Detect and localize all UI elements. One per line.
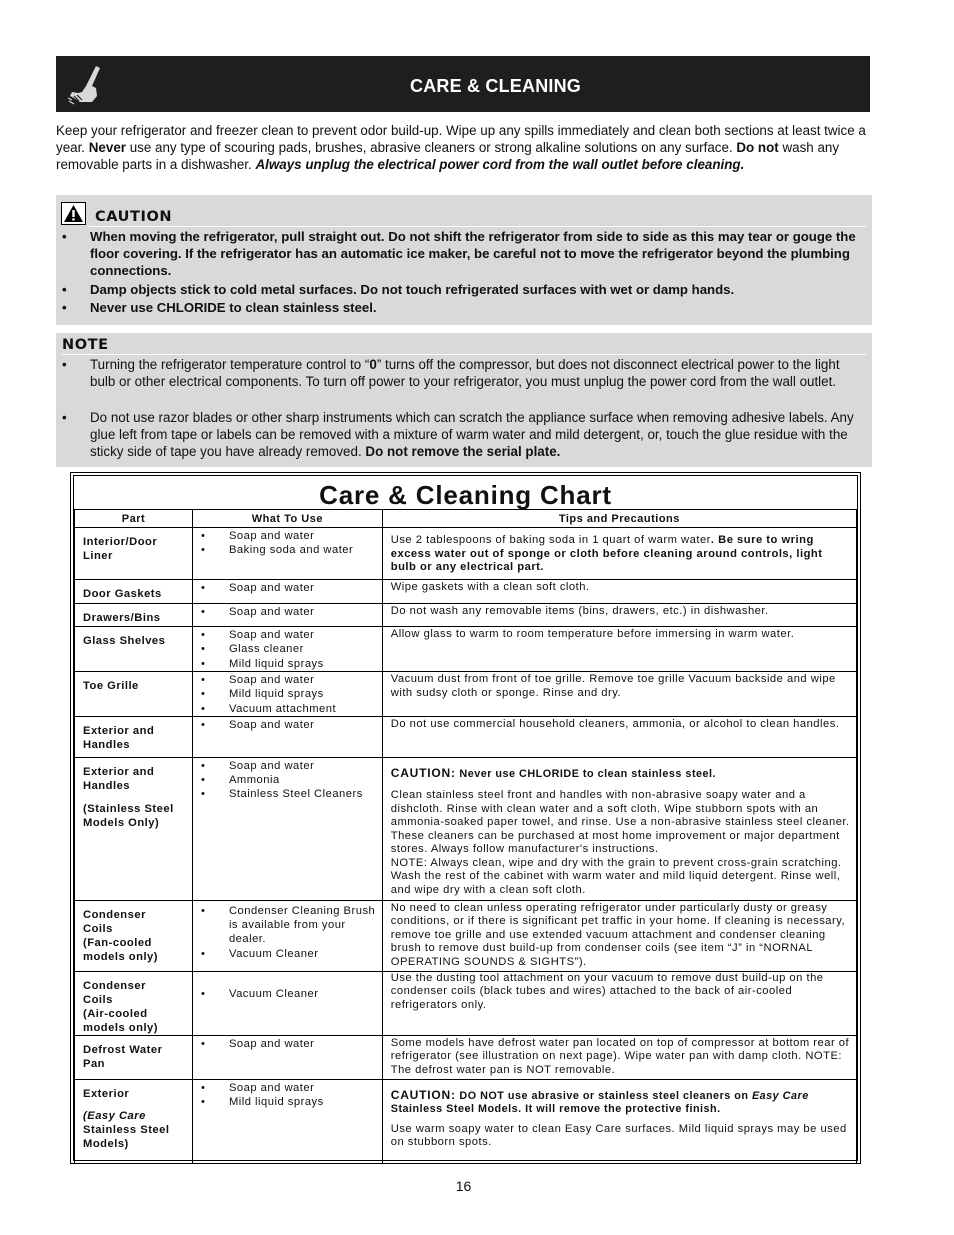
what-to-use-cell: • Soap and water bbox=[192, 1035, 382, 1079]
column-header-tips: Tips and Precautions bbox=[382, 510, 856, 528]
table-row bbox=[75, 900, 857, 971]
table-row bbox=[75, 716, 857, 757]
note-box bbox=[56, 333, 872, 467]
tips-cell: CAUTION: Never use CHLORIDE to clean stainless steel. Clean stainless steel front and handles with non-abrasive soapy water and a dishcloth. Rinse with clean water and a soft cloth. Wipe stubborn spots with an ammonia-soaked paper towel, and rinse. Use a non-abrasive stainless steel cleaner. These cleaners can be purchased at most home improvement or major department stores. Always follow manufacturer's instructions. NOTE: Always clean, wipe and dry with the grain to prevent cross-grain scratching. Wash the rest of the cabinet with warm water and mild liquid detergent. Rinse well, and wipe dry with a clean soft cloth. bbox=[382, 757, 856, 900]
tips-cell: Allow glass to warm to room temperature before immersing in warm water. bbox=[382, 627, 856, 672]
part-cell: Condenser Coils (Air-cooled models only) bbox=[75, 971, 193, 1035]
note-heading: NOTE bbox=[62, 337, 109, 353]
tips-cell: Do not use commercial household cleaners, ammonia, or alcohol to clean handles. bbox=[382, 716, 856, 757]
caution-heading: CAUTION bbox=[95, 209, 173, 225]
table-row bbox=[75, 604, 857, 627]
cleaning-hand-icon bbox=[66, 62, 104, 106]
what-to-use-cell: • Soap and water bbox=[192, 580, 382, 604]
table-row bbox=[75, 757, 857, 900]
tips-cell: Use 2 tablespoons of baking soda in 1 quart of warm water. Be sure to wring excess water out of sponge or cloth before cleaning around controls, light bulb or any electrical part. bbox=[382, 528, 856, 580]
caution-box bbox=[56, 195, 872, 325]
tips-cell: Some models have defrost water pan located on top of compressor at bottom rear of refrigerator (see illustration on next page). Wipe water pan with damp cloth. NOTE: The defrost water pan is NOT removable. bbox=[382, 1035, 856, 1079]
tips-cell: No need to clean unless operating refrigerator under particularly dusty or greasy conditions, or if there is significant pet traffic in your home. If cleaning is necessary, remove toe grille and use extended vacuum attachment and condenser cleaning brush to remove dust build-up from condenser coils (see item “J” in “NORNAL OPERATING SOUNDS & SIGHTS”). bbox=[382, 900, 856, 971]
part-cell: Exterior and Handles (Stainless Steel Models Only) bbox=[75, 757, 193, 900]
caution-item: • When moving the refrigerator, pull straight out. Do not shift the refrigerator from side to side as this may tear or gouge the floor covering. If the refrigerator has an automatic ice maker, be careful not to move the refrigerator beyond the plumbing connections. bbox=[62, 229, 856, 278]
table-row bbox=[75, 580, 857, 604]
page-number: 16 bbox=[455, 1178, 472, 1194]
tips-cell: Use the dusting tool attachment on your vacuum to remove dust build-up on the condenser coils (black tubes and wires) attached to the back of air-cooled refrigerators only. bbox=[382, 971, 856, 1035]
caution-item: • Never use CHLORIDE to clean stainless steel. bbox=[62, 300, 377, 315]
part-cell: Drawers/Bins bbox=[75, 604, 193, 627]
what-to-use-cell: • Condenser Cleaning Brush is available from your dealer. • Vacuum Cleaner bbox=[192, 900, 382, 971]
table-header-row bbox=[75, 510, 857, 528]
part-cell: Condenser Coils (Fan-cooled models only) bbox=[75, 900, 193, 971]
tips-cell: Do not wash any removable items (bins, drawers, etc.) in dishwasher. bbox=[382, 604, 856, 627]
table-row bbox=[75, 1035, 857, 1079]
column-header-what-to-use: What To Use bbox=[192, 510, 382, 528]
table-row bbox=[75, 1079, 857, 1163]
table-row bbox=[75, 971, 857, 1035]
warning-triangle-icon bbox=[61, 202, 86, 225]
caution-note: CAUTION: DO NOT use abrasive or stainless steel cleaners on Easy Care Stainless Steel Models. It will remove the protective finish. bbox=[390, 1087, 809, 1116]
table-row bbox=[75, 672, 857, 717]
note-rule bbox=[62, 354, 866, 355]
what-to-use-cell: • Soap and water bbox=[192, 604, 382, 627]
what-to-use-cell: • Soap and water bbox=[192, 716, 382, 757]
what-to-use-cell: • Soap and water • Glass cleaner • Mild liquid sprays bbox=[192, 627, 382, 672]
caution-rule bbox=[88, 226, 866, 227]
note-item: • Do not use razor blades or other sharp instruments which can scratch the appliance surface when removing adhesive labels. Any glue left from tape or labels can be removed with a mixture of warm water and mild detergent, or, touch the glue residue with the sticky side of tape you have already removed. Do not remove the serial plate. bbox=[62, 410, 854, 459]
what-to-use-cell: • Soap and water • Baking soda and water bbox=[192, 528, 382, 580]
chart-inner-frame bbox=[73, 475, 858, 1161]
what-to-use-cell: • Soap and water • Ammonia • Stainless Steel Cleaners bbox=[192, 757, 382, 900]
intro-paragraph: Keep your refrigerator and freezer clean to prevent odor build-up. Wipe up any spills immediately and clean both sections at least twice a year. Never use any type of scouring pads, brushes, abrasive cleaners or strong alkaline solutions on any surface. Do not wash any removable parts in a dishwasher. Always unplug the electrical power cord from the wall outlet before cleaning. bbox=[56, 123, 866, 172]
table-row bbox=[75, 627, 857, 672]
tips-cell: Vacuum dust from front of toe grille. Remove toe grille Vacuum backside and wipe with sudsy cloth or sponge. Rinse and dry. bbox=[382, 672, 856, 717]
part-cell: Exterior (Easy Care Stainless Steel Models) bbox=[75, 1079, 193, 1163]
tips-cell: Wipe gaskets with a clean soft cloth. bbox=[382, 580, 856, 604]
care-cleaning-table bbox=[74, 509, 857, 1164]
section-title: CARE & CLEANING bbox=[410, 76, 582, 96]
what-to-use-cell: • Soap and water • Mild liquid sprays • Vacuum attachment bbox=[192, 672, 382, 717]
what-to-use-cell: • Soap and water • Mild liquid sprays bbox=[192, 1079, 382, 1163]
part-cell: Door Gaskets bbox=[75, 580, 193, 604]
section-header-bar bbox=[56, 56, 870, 112]
what-to-use-cell: • Vacuum Cleaner bbox=[192, 971, 382, 1035]
part-cell: Glass Shelves bbox=[75, 627, 193, 672]
part-cell: Toe Grille bbox=[75, 672, 193, 717]
part-cell: Interior/Door Liner bbox=[75, 528, 193, 580]
column-header-part: Part bbox=[75, 510, 193, 528]
tips-cell: CAUTION: DO NOT use abrasive or stainless steel cleaners on Easy Care Stainless Steel Models. It will remove the protective finish. Use warm soapy water to clean Easy Care surfaces. Mild liquid sprays may be used on stubborn spots. bbox=[382, 1079, 856, 1163]
chart-title: Care & Cleaning Chart bbox=[319, 480, 612, 510]
table-row bbox=[75, 528, 857, 580]
caution-item: • Damp objects stick to cold metal surfaces. Do not touch refrigerated surfaces with wet or damp hands. bbox=[62, 282, 735, 297]
note-item: • Turning the refrigerator temperature control to “0” turns off the compressor, but does not disconnect electrical power to the light bulb or other electrical components. To turn off power to your refrigerator, you must unplug the power cord from the wall outlet. bbox=[62, 357, 840, 389]
caution-note: CAUTION: Never use CHLORIDE to clean stainless steel. bbox=[390, 765, 717, 780]
care-cleaning-chart bbox=[70, 472, 861, 1164]
part-cell: Defrost Water Pan bbox=[75, 1035, 193, 1079]
part-cell: Exterior and Handles bbox=[75, 716, 193, 757]
